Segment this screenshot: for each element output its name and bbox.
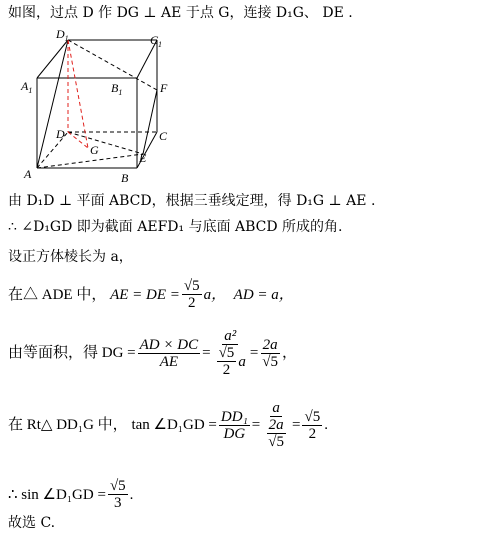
frac-num: 2a — [262, 336, 278, 353]
cube-figure — [18, 28, 188, 188]
sqrt5-over-2 — [182, 278, 202, 311]
inner-fraction — [217, 345, 237, 378]
sin-fraction — [108, 478, 128, 511]
perpendicular-text: 由 D₁D ⊥ 平面 ABCD，根据三垂线定理，得 D₁G ⊥ AE . — [8, 193, 376, 209]
frac-num: DD₁ — [220, 408, 248, 425]
intro-text: 如图，过点 D 作 DG ⊥ AE 于点 G，连接 D₁G、 DE . — [8, 5, 353, 21]
frac-num: √5 — [183, 278, 200, 294]
perpendicular-line — [8, 192, 375, 210]
dg-fraction-2 — [213, 328, 248, 378]
svg-text:F: F — [160, 81, 168, 95]
frac-den — [262, 417, 290, 450]
frac-den: 2 — [308, 425, 317, 442]
tan-line: 在 Rt△ DD₁G 中， tan ∠D₁GD = $\frac{\text{DD₁}}{DG}$ = $\frac{a}{\frac{2a}{√5}}$ = $\frac{√5}{2}$ . — [8, 400, 328, 450]
frac-num: 2a — [268, 417, 284, 433]
frac-den: 2 — [222, 362, 231, 378]
svg-text:C: C — [159, 129, 168, 143]
frac-den: √5 — [268, 434, 284, 450]
frac-den: AE — [159, 353, 179, 370]
svg-text:A1: $A_1$ — [21, 79, 33, 95]
ae-de-eq: AE = DE = — [110, 286, 180, 303]
sin-expression: ∴ sin ∠D₁GD = — [8, 486, 106, 503]
frac-num: a — [272, 400, 280, 416]
edge-length-line — [8, 248, 133, 266]
a-symbol: a， — [203, 286, 227, 303]
frac-den: DG — [223, 425, 246, 442]
intro-line — [8, 4, 353, 22]
tan-expression: tan ∠D₁GD = — [131, 417, 217, 433]
angle-line — [8, 218, 343, 236]
frac-num: √5 — [304, 408, 321, 425]
tan-prefix: 在 Rt△ DD₁G 中， — [8, 417, 128, 433]
equal-area-line: 由等面积，得 DG = $\frac{AD \times DC}{AE}$ = a² $\frac{√5}{2}$ a = $\frac{2a}{√5}$ ， — [8, 328, 298, 378]
svg-text:B1: $B_1$ — [111, 81, 123, 97]
svg-text:B: B — [121, 171, 129, 185]
equal-area-prefix: 由等面积，得 DG = — [8, 345, 136, 361]
ad-eq: AD = a， — [233, 286, 294, 303]
frac-num: a² — [224, 328, 237, 344]
answer-text: 故选 C. — [8, 515, 56, 531]
tan-fraction-2 — [262, 400, 290, 450]
inner-fraction — [266, 417, 286, 450]
svg-text:E: E — [139, 151, 147, 165]
triangle-ade-line — [8, 278, 294, 311]
triangle-ade-prefix: 在△ ADE 中， — [8, 286, 107, 303]
frac-num: AD × DC — [139, 336, 199, 353]
sin-line: ∴ sin ∠D₁GD = $\frac{√5}{3}$ . — [8, 478, 134, 511]
frac-den: 3 — [114, 495, 122, 511]
a-symbol: a — [238, 353, 246, 370]
frac-den — [213, 345, 248, 378]
angle-text: ∴ ∠D₁GD 即为截面 AEFD₁ 与底面 ABCD 所成的角. — [8, 219, 343, 235]
tan-fraction-3 — [302, 409, 322, 442]
edge-length-text: 设正方体棱长为 a， — [8, 249, 133, 265]
frac-num: √5 — [109, 478, 126, 494]
svg-text:G: G — [90, 143, 99, 157]
tan-fraction-1 — [219, 409, 250, 442]
answer-line — [8, 514, 55, 532]
frac-den: 2 — [188, 295, 196, 311]
frac-den: √5 — [262, 353, 279, 370]
frac-num: √5 — [218, 345, 235, 361]
dg-fraction-3 — [260, 337, 280, 370]
svg-text:D1: $D_1$ — [56, 28, 69, 43]
svg-text:D: D — [56, 127, 65, 141]
dg-fraction-1 — [138, 337, 200, 370]
svg-text:A: A — [24, 167, 32, 181]
svg-text:C1: $C_1$ — [150, 33, 163, 49]
